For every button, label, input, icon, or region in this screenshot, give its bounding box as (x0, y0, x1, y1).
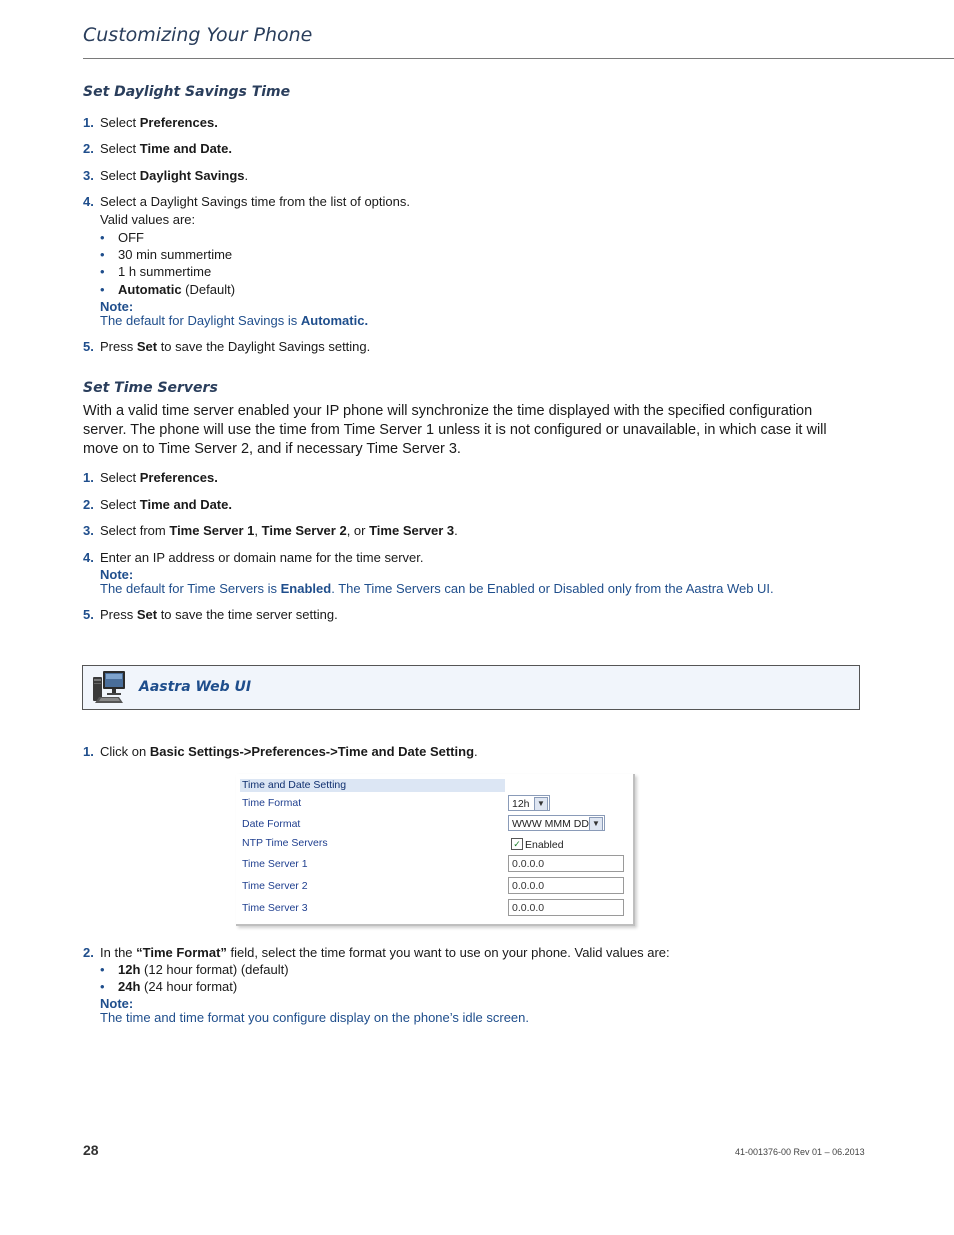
time-format-label: Time Format (242, 797, 302, 809)
time-format-value: 12h (512, 798, 530, 810)
time-server-3-input[interactable]: 0.0.0.0 (508, 899, 624, 916)
step-number: 3. (83, 523, 94, 538)
step-text-post: . (454, 523, 458, 538)
step-text: Select (100, 470, 140, 485)
ntp-enabled-checkbox[interactable]: ✓ (511, 838, 523, 850)
note-body-post: . The Time Servers can be Enabled or Disabled only from the Aastra Web UI. (331, 581, 774, 596)
step-emphasis: “Time Format” (136, 945, 227, 960)
option-emphasis: 12h (118, 962, 141, 977)
option-text: (Default) (181, 282, 236, 297)
aastra-web-ui-banner (82, 665, 860, 710)
settings-header (240, 779, 505, 792)
step-text: Enter an IP address or domain name for the time server. (100, 550, 424, 565)
step-emphasis: Time Server 3 (369, 523, 455, 538)
step-emphasis: Set (136, 607, 158, 622)
step-emphasis: Preferences. (139, 470, 218, 485)
option-emphasis: Automatic (118, 282, 182, 297)
date-format-value: WWW MMM DD (512, 818, 589, 830)
list-item (100, 961, 500, 978)
valid-values-label: Valid values are: (100, 212, 196, 227)
ts-step-4 (83, 549, 783, 566)
note-emphasis: Automatic. (300, 313, 369, 328)
step-emphasis: Daylight Savings (139, 168, 245, 183)
dst-step-4 (83, 193, 783, 210)
settings-header-text: Time and Date Setting (242, 779, 347, 791)
note-text (100, 313, 368, 328)
note-label: Note: (100, 996, 134, 1011)
list-item (100, 263, 500, 280)
step-emphasis: Basic Settings->Preferences->Time and Date Setting (149, 744, 475, 759)
step-text: Select (100, 497, 140, 512)
bullet-icon: • (100, 282, 105, 297)
ntp-time-servers-label: NTP Time Servers (242, 837, 328, 849)
option-text: OFF (118, 230, 144, 245)
option-text: 30 min summertime (118, 247, 233, 262)
note-label: Note: (100, 567, 134, 582)
time-date-settings-screenshot (236, 774, 635, 926)
ts-step-1 (83, 469, 783, 486)
list-item (100, 229, 500, 246)
note-body: The default for Time Servers is (100, 581, 281, 596)
note-label: Note: (100, 299, 134, 314)
dst-step-2 (83, 140, 783, 157)
web-step-2 (83, 944, 843, 961)
step-emphasis: Set (136, 339, 158, 354)
option-text: 1 h summertime (118, 264, 212, 279)
time-server-1-label: Time Server 1 (242, 858, 308, 870)
time-server-2-label: Time Server 2 (242, 880, 308, 892)
note-text (100, 581, 774, 596)
step-text: Select from (100, 523, 170, 538)
time-server-2-input[interactable]: 0.0.0.0 (508, 877, 624, 894)
ts-step-5 (83, 606, 783, 623)
step-number: 1. (83, 470, 94, 485)
dst-step-1 (83, 114, 783, 131)
step-number: 4. (83, 550, 94, 565)
step-text: Select (100, 115, 140, 130)
step-sep: , (254, 523, 262, 538)
bullet-icon: • (100, 247, 105, 262)
step-text-post: field, select the time format you want to use on your phone. Valid values are: (226, 945, 670, 960)
time-format-select[interactable] (508, 795, 550, 811)
list-item (100, 978, 500, 995)
note-text: The time and time format you configure display on the phone’s idle screen. (100, 1010, 529, 1025)
date-format-label: Date Format (242, 818, 301, 830)
document-id: 41-001376-00 Rev 01 – 06.2013 (735, 1147, 865, 1157)
time-server-3-label: Time Server 3 (242, 902, 308, 914)
banner-label: Aastra Web UI (139, 679, 252, 695)
time-server-1-input[interactable]: 0.0.0.0 (508, 855, 624, 872)
step-emphasis: Time and Date. (139, 497, 232, 512)
dst-step-3 (83, 167, 783, 184)
step-text: Press (100, 607, 137, 622)
step-text-post: to save the time server setting. (157, 607, 338, 622)
bullet-icon: • (100, 264, 105, 279)
step-emphasis: Time and Date. (139, 141, 232, 156)
step-emphasis: Time Server 1 (169, 523, 255, 538)
note-emphasis: Enabled (280, 581, 332, 596)
ts-step-3 (83, 522, 783, 539)
page-number: 28 (83, 1142, 99, 1158)
step-text: Select a Daylight Savings time from the list of options. (100, 194, 410, 209)
step-text-post: to save the Daylight Savings setting. (157, 339, 371, 354)
header-divider (83, 58, 954, 59)
step-number: 1. (83, 744, 94, 759)
step-number: 1. (83, 115, 94, 130)
step-text: Press (100, 339, 137, 354)
step-number: 2. (83, 945, 94, 960)
step-text: Select (100, 168, 140, 183)
bullet-icon: • (100, 962, 105, 977)
note-body: The default for Daylight Savings is (100, 313, 301, 328)
step-text-post: . (244, 168, 249, 183)
step-text: In the (100, 945, 137, 960)
web-step-1 (83, 743, 783, 760)
step-number: 4. (83, 194, 94, 209)
option-text: (24 hour format) (140, 979, 238, 994)
step-emphasis: Time Server 2 (261, 523, 347, 538)
ntp-enabled-label: Enabled (525, 839, 564, 851)
step-emphasis: Preferences. (139, 115, 218, 130)
section-heading-time-servers: Set Time Servers (83, 380, 218, 396)
date-format-select[interactable] (508, 815, 605, 831)
chevron-down-icon: ▼ (589, 817, 603, 831)
option-emphasis: 24h (118, 979, 141, 994)
section-heading-daylight-savings: Set Daylight Savings Time (83, 84, 291, 100)
time-servers-paragraph: With a valid time server enabled your IP phone will synchronize the time displayed with the specified configuration server. The phone will use the time from Time Server 1 unless it is not configured or unavailable, in which case it will move on to Time Server 2, and if necessary Time Server 3. (83, 403, 827, 457)
chevron-down-icon: ▼ (534, 797, 548, 811)
step-text-post: . (474, 744, 478, 759)
step-number: 2. (83, 141, 94, 156)
step-text: Select (100, 141, 140, 156)
dst-step-5 (83, 338, 783, 355)
option-text: (12 hour format) (default) (140, 962, 289, 977)
step-number: 5. (83, 339, 94, 354)
step-number: 3. (83, 168, 94, 183)
step-number: 2. (83, 497, 94, 512)
step-sep: , or (346, 523, 370, 538)
list-item (100, 281, 500, 298)
step-text: Click on (100, 744, 150, 759)
step-number: 5. (83, 607, 94, 622)
computer-icon (89, 669, 129, 706)
ts-step-2 (83, 496, 783, 513)
list-item (100, 246, 500, 263)
bullet-icon: • (100, 979, 105, 994)
bullet-icon: • (100, 230, 105, 245)
page-header-title: Customizing Your Phone (83, 24, 313, 46)
